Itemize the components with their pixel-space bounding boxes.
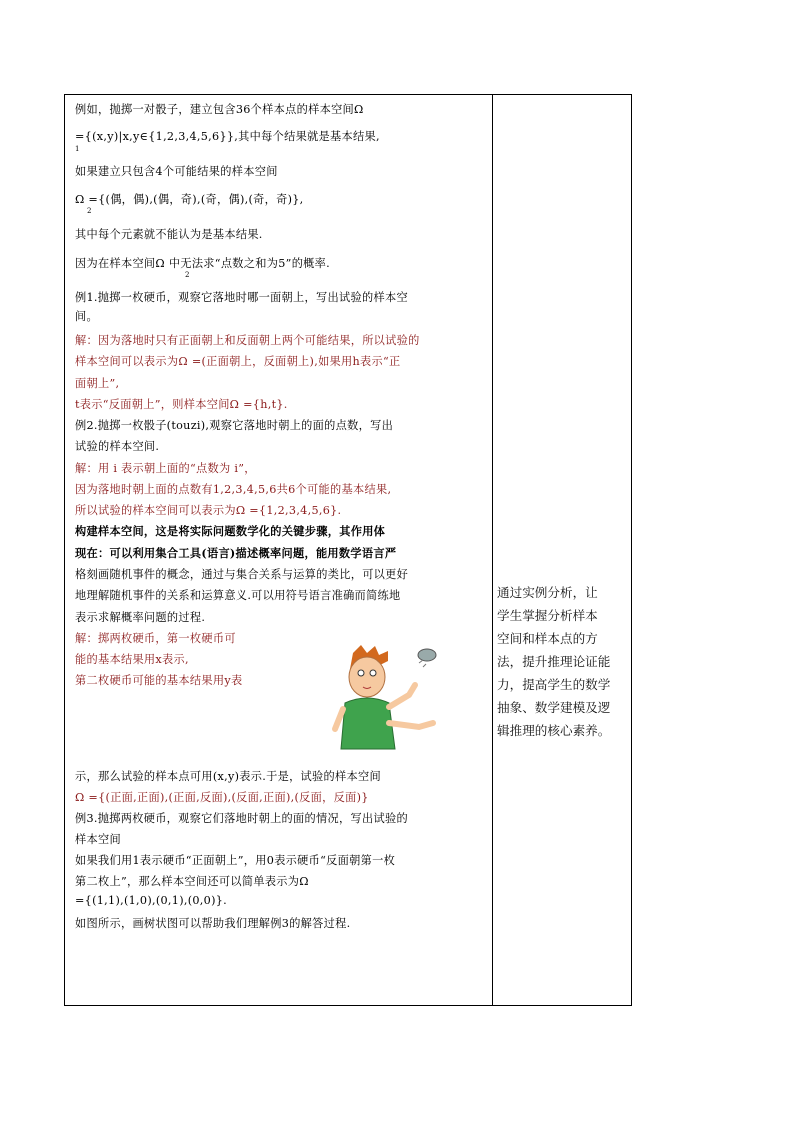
intent-line: 力，提高学生的数学: [497, 677, 611, 692]
solution-line: 样本空间可以表示为Ω =(正面朝上，反面朝上),如果用h表示“正: [75, 355, 401, 368]
solution-line: 能的基本结果用x表示,: [75, 653, 189, 666]
text-line: 如果建立只包含4个可能结果的样本空间: [75, 165, 278, 178]
text-line: 格刻画随机事件的概念，通过与集合关系与运算的类比，可以更好: [75, 568, 409, 581]
solution-line: 解：掷两枚硬币，第一枚硬币可: [75, 632, 236, 645]
text-line: 第二枚上”，那么样本空间还可以简单表示为Ω: [75, 875, 309, 888]
text-line: 例3.抛掷两枚硬币，观察它们落地时朝上的面的情况，写出试验的: [75, 812, 408, 825]
text-line: 如图所示，画树状图可以帮助我们理解例3的解答过程.: [75, 917, 351, 930]
solution-line: 解：因为落地时只有正面朝上和反面朝上两个可能结果，所以试验的: [75, 334, 420, 347]
solution-line: t表示“反面朝上”，则样本空间Ω ={h,t}.: [75, 398, 288, 411]
text-line: 其中每个元素就不能认为是基本结果.: [75, 228, 263, 241]
text-line: 示，那么试验的样本点可用(x,y)表示.于是，试验的样本空间: [75, 770, 381, 783]
text-line: 如果我们用1表示硬币“正面朝上”，用0表示硬币“反面朝第一枚: [75, 854, 396, 867]
emphasis-line: 现在：可以利用集合工具(语言)描述概率问题，能用数学语言严: [75, 546, 397, 560]
text-line: ={(1,1),(1,0),(0,1),(0,0)}.: [75, 894, 228, 907]
text-line: 地理解随机事件的关系和运算意义.可以用符号语言准确而简练地: [75, 589, 401, 602]
text-line: 因为在样本空间Ω 中无法求“点数之和为5”的概率.: [75, 257, 331, 270]
subscript: 2: [87, 207, 92, 215]
intent-line: 通过实例分析，让: [497, 585, 598, 600]
solution-line: 所以试验的样本空间可以表示为Ω ={1,2,3,4,5,6}.: [75, 504, 342, 517]
text-line: 试验的样本空间.: [75, 440, 160, 453]
teaching-intent-column: [497, 581, 629, 742]
intent-line: 法，提升推理论证能: [497, 654, 611, 669]
text-line: 间。: [75, 310, 98, 323]
text-line: ={(x,y)|x,y∈{1,2,3,4,5,6}},其中每个结果就是基本结果,: [75, 130, 380, 143]
text-line: 样本空间: [75, 833, 121, 846]
text-line: 例1.抛掷一枚硬币，观察它落地时哪一面朝上，写出试验的样本空: [75, 291, 408, 304]
emphasis-line: 构建样本空间，这是将实际问题数学化的关键步骤，其作用体: [75, 524, 386, 538]
solution-line: 因为落地时朝上面的点数有1,2,3,4,5,6共6个可能的基本结果,: [75, 483, 392, 496]
subscript: 1: [75, 145, 80, 153]
text-line: 表示求解概率问题的过程.: [75, 611, 206, 624]
intent-line: 学生掌握分析样本: [497, 608, 598, 623]
text-line: 例2.抛掷一枚骰子(touzi),观察它落地时朝上的面的点数，写出: [75, 419, 394, 432]
intent-line: 空间和样本点的方: [497, 631, 598, 646]
solution-line: 解：用 i 表示朝上面的“点数为 i”，: [75, 462, 256, 475]
text-line: Ω ={(偶，偶),(偶，奇),(奇，偶),(奇，奇)},: [75, 193, 304, 206]
solution-line: Ω ={(正面,正面),(正面,反面),(反面,正面),(反面，反面)}: [75, 791, 369, 804]
intent-line: 抽象、数学建模及逻: [497, 700, 611, 715]
text-line: 例如，抛掷一对骰子，建立包含36个样本点的样本空间Ω: [75, 103, 364, 116]
solution-line: 面朝上”,: [75, 377, 120, 390]
solution-line: 第二枚硬币可能的基本结果用y表: [75, 674, 243, 687]
column-divider: [492, 95, 493, 1005]
subscript: 2: [185, 271, 190, 279]
lesson-table: [64, 94, 632, 1006]
intent-line: 辑推理的核心素养。: [497, 723, 611, 738]
boy-illustration: [323, 643, 449, 759]
